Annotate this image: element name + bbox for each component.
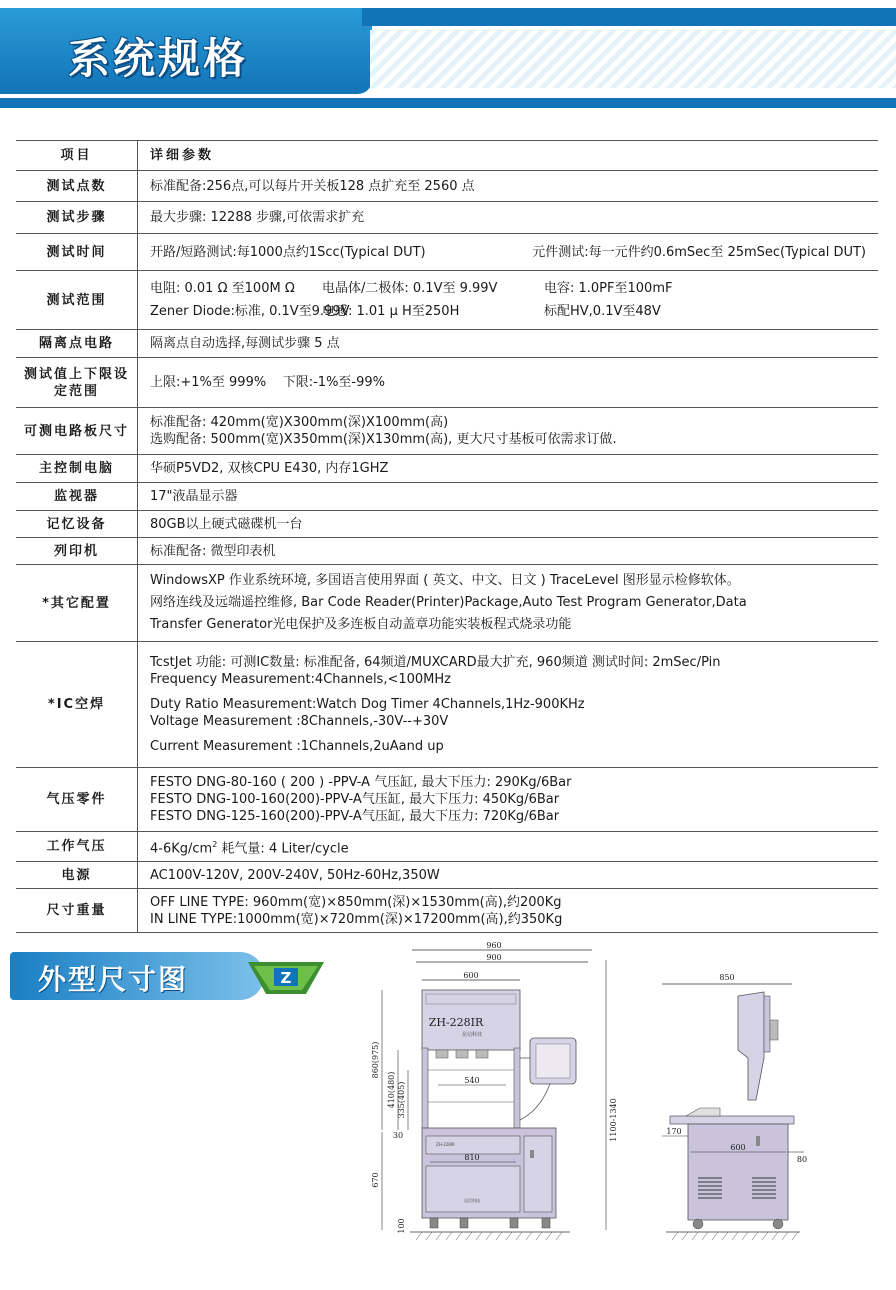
detail-line: FESTO DNG-100-160(200)-PPV-A气压缸, 最大下压力: 450Kg/6Bar bbox=[150, 792, 560, 807]
detail-line: 上限:+1%至 999% 下限:-1%至-99% bbox=[150, 375, 386, 390]
detail-line: FESTO DNG-125-160(200)-PPV-A气压缸, 最大下压力: 720Kg/6Bar bbox=[150, 809, 560, 824]
detail-line: 网络连线及远端遥控维修, Bar Code Reader(Printer)Package,Auto Test Program Generator,Data bbox=[150, 595, 747, 610]
dim-label: 860(975) bbox=[371, 1041, 380, 1079]
row-detail bbox=[138, 277, 878, 323]
machine-brand-label: 昆信科技 bbox=[461, 1032, 483, 1038]
row-detail bbox=[138, 206, 878, 229]
dim-label: 100 bbox=[397, 1218, 406, 1234]
row-label: 监视器 bbox=[16, 483, 138, 510]
dim-label: 335(405) bbox=[397, 1081, 406, 1119]
detail-line: 开路/短路测试:每1000点约1Scc(Typical DUT) bbox=[150, 244, 426, 260]
table-row bbox=[16, 889, 878, 933]
row-detail bbox=[138, 411, 878, 451]
table-row bbox=[16, 511, 878, 538]
dim-label: 960 bbox=[486, 941, 502, 950]
row-label: 可测电路板尺寸 bbox=[16, 408, 138, 454]
row-label: 测试值上下限设定范围 bbox=[16, 358, 138, 407]
detail-line: IN LINE TYPE:1000mm(宽)×720mm(深)×17200mm(高),约350Kg bbox=[150, 911, 563, 927]
header-hatch-pattern bbox=[370, 30, 896, 88]
detail-line: TcstJet 功能: 可测IC数量: 标准配备, 64频道/MUXCARD最大扩充, 960频道 测试时间: 2mSec/Pin bbox=[150, 655, 721, 670]
detail-line: 标准配备:256点,可以每片开关板128 点扩充至 2560 点 bbox=[150, 178, 475, 194]
detail-line bbox=[150, 836, 866, 857]
row-detail bbox=[138, 651, 878, 758]
row-label: 测试步骤 bbox=[16, 202, 138, 233]
dim-label: 1100-1340 bbox=[609, 1098, 618, 1142]
table-row bbox=[16, 358, 878, 408]
dim-label: 810 bbox=[464, 1153, 480, 1162]
row-label: 尺寸重量 bbox=[16, 889, 138, 932]
page-title: 系统规格 bbox=[68, 34, 249, 83]
detail-line: 元件测试:每一元件约0.6mSec至 25mSec(Typical DUT) bbox=[532, 244, 866, 260]
row-label: 测试点数 bbox=[16, 171, 138, 201]
row-detail bbox=[138, 833, 878, 860]
row-label: 测试时间 bbox=[16, 234, 138, 270]
cabinet-model-label: ZH-228IR bbox=[436, 1142, 455, 1147]
table-row bbox=[16, 330, 878, 358]
table-row bbox=[16, 862, 878, 889]
detail-line: FESTO DNG-80-160 ( 200 ) -PPV-A 气压缸, 最大下压力: 290Kg/6Bar bbox=[150, 775, 572, 790]
detail-line: 选购配备: 500mm(宽)X350mm(深)X130mm(高), 更大尺寸基板可依需求订做. bbox=[150, 432, 617, 447]
detail-line: OFF LINE TYPE: 960mm(宽)×850mm(深)×1530mm(高),约200Kg bbox=[150, 894, 562, 910]
detail-line: AC100V-120V, 200V-240V, 50Hz-60Hz,350W bbox=[150, 867, 440, 883]
machine-model-label: ZH-228IR bbox=[428, 1016, 484, 1029]
detail-line: Voltage Measurement :8Channels,-30V--+30V bbox=[150, 714, 449, 729]
row-label: 记忆设备 bbox=[16, 511, 138, 537]
logo-letter: Z bbox=[280, 969, 292, 987]
dim-label: 600 bbox=[730, 1143, 746, 1152]
dim-label: 170 bbox=[666, 1127, 682, 1136]
dim-label: 540 bbox=[464, 1076, 480, 1085]
dim-label: 670 bbox=[371, 1172, 380, 1188]
table-row bbox=[16, 234, 878, 271]
detail-line bbox=[150, 303, 866, 320]
cabinet-brand-label: 昆信科技 bbox=[464, 1198, 480, 1203]
row-detail bbox=[138, 864, 878, 887]
table-row bbox=[16, 565, 878, 642]
spec-table bbox=[16, 140, 878, 933]
row-label: 气压零件 bbox=[16, 768, 138, 831]
table-row bbox=[16, 202, 878, 234]
row-label: *其它配置 bbox=[16, 565, 138, 641]
header-stripe-top bbox=[362, 8, 896, 26]
range-zener: Zener Diode:标准, 0.1V至9.99V bbox=[150, 304, 350, 319]
header-banner bbox=[0, 0, 896, 118]
row-detail bbox=[138, 540, 878, 563]
row-detail bbox=[138, 891, 878, 931]
dim-label: 410(480) bbox=[387, 1071, 396, 1109]
row-label: 电源 bbox=[16, 862, 138, 888]
dimension-drawing bbox=[360, 940, 880, 1260]
range-resistor: 电阻: 0.01 Ω 至100M Ω bbox=[150, 281, 295, 296]
range-inductor: 电感: 1.01 μ H至250H bbox=[322, 304, 460, 319]
company-logo-icon bbox=[244, 958, 328, 998]
table-header-row bbox=[16, 141, 878, 171]
row-label: *IC空焊 bbox=[16, 642, 138, 767]
row-detail bbox=[138, 241, 878, 264]
dim-label: 850 bbox=[719, 973, 735, 982]
detail-line: Frequency Measurement:4Channels,<100MHz bbox=[150, 672, 451, 687]
detail-line: WindowsXP 作业系统环境, 多国语言使用界面 ( 英文、中文、日文 ) TraceLevel 图形显示检修软体。 bbox=[150, 573, 740, 588]
dim-label: 30 bbox=[392, 1131, 404, 1140]
detail-line: 80GB以上硬式磁碟机一台 bbox=[150, 516, 303, 532]
pressure-unit-exponent: 2 bbox=[212, 839, 218, 849]
header-item-cell: 项目 bbox=[16, 141, 138, 170]
row-detail bbox=[138, 371, 878, 394]
row-detail bbox=[138, 513, 878, 536]
pressure-value: 4-6Kg/cm bbox=[150, 841, 213, 857]
row-label: 隔离点电路 bbox=[16, 330, 138, 357]
detail-line: 隔离点自动选择,每测试步骤 5 点 bbox=[150, 336, 340, 351]
detail-line bbox=[150, 280, 866, 297]
row-detail bbox=[138, 567, 878, 639]
detail-line: 华硕P5VD2, 双核CPU E430, 内存1GHZ bbox=[150, 461, 389, 476]
detail-line: 17"液晶显示器 bbox=[150, 489, 238, 504]
table-row bbox=[16, 538, 878, 565]
table-row bbox=[16, 271, 878, 330]
detail-line: Transfer Generator光电保护及多连板自动盖章功能实装板程式烧录功能 bbox=[150, 617, 572, 632]
row-detail bbox=[138, 457, 878, 480]
table-row bbox=[16, 483, 878, 511]
row-detail bbox=[138, 175, 878, 198]
dim-label: 80 bbox=[796, 1155, 808, 1164]
row-detail bbox=[138, 485, 878, 508]
table-row bbox=[16, 768, 878, 832]
row-label: 主控制电脑 bbox=[16, 455, 138, 482]
front-view bbox=[371, 941, 618, 1240]
row-label: 工作气压 bbox=[16, 832, 138, 861]
detail-line: 最大步骤: 12288 步骤,可依需求扩充 bbox=[150, 210, 365, 225]
table-row bbox=[16, 171, 878, 202]
header-stripe-bottom bbox=[0, 98, 896, 108]
side-view bbox=[662, 973, 807, 1240]
row-label: 列印机 bbox=[16, 538, 138, 564]
range-hv: 标配HV,0.1V至48V bbox=[544, 304, 661, 319]
table-row bbox=[16, 455, 878, 483]
table-row bbox=[16, 642, 878, 768]
table-row bbox=[16, 832, 878, 862]
table-row bbox=[16, 408, 878, 455]
detail-line: Duty Ratio Measurement:Watch Dog Timer 4Channels,1Hz-900KHz bbox=[150, 697, 585, 712]
dim-label: 600 bbox=[463, 971, 479, 980]
range-capacitor: 电容: 1.0PF至100mF bbox=[544, 281, 673, 296]
air-consumption: 耗气量: 4 Liter/cycle bbox=[217, 841, 349, 857]
header-detail-cell: 详细参数 bbox=[150, 148, 215, 163]
row-detail bbox=[138, 771, 878, 828]
detail-line: 标准配备: 微型印表机 bbox=[150, 543, 276, 559]
detail-line: 标准配备: 420mm(宽)X300mm(深)X100mm(高) bbox=[150, 415, 449, 430]
row-detail bbox=[138, 332, 878, 355]
dim-label: 900 bbox=[486, 953, 502, 962]
detail-line: Current Measurement :1Channels,2uAand up bbox=[150, 739, 444, 754]
dimension-section-title: 外型尺寸图 bbox=[38, 963, 189, 996]
row-label: 测试范围 bbox=[16, 271, 138, 329]
range-transistor: 电晶体/二极体: 0.1V至 9.99V bbox=[322, 281, 498, 296]
